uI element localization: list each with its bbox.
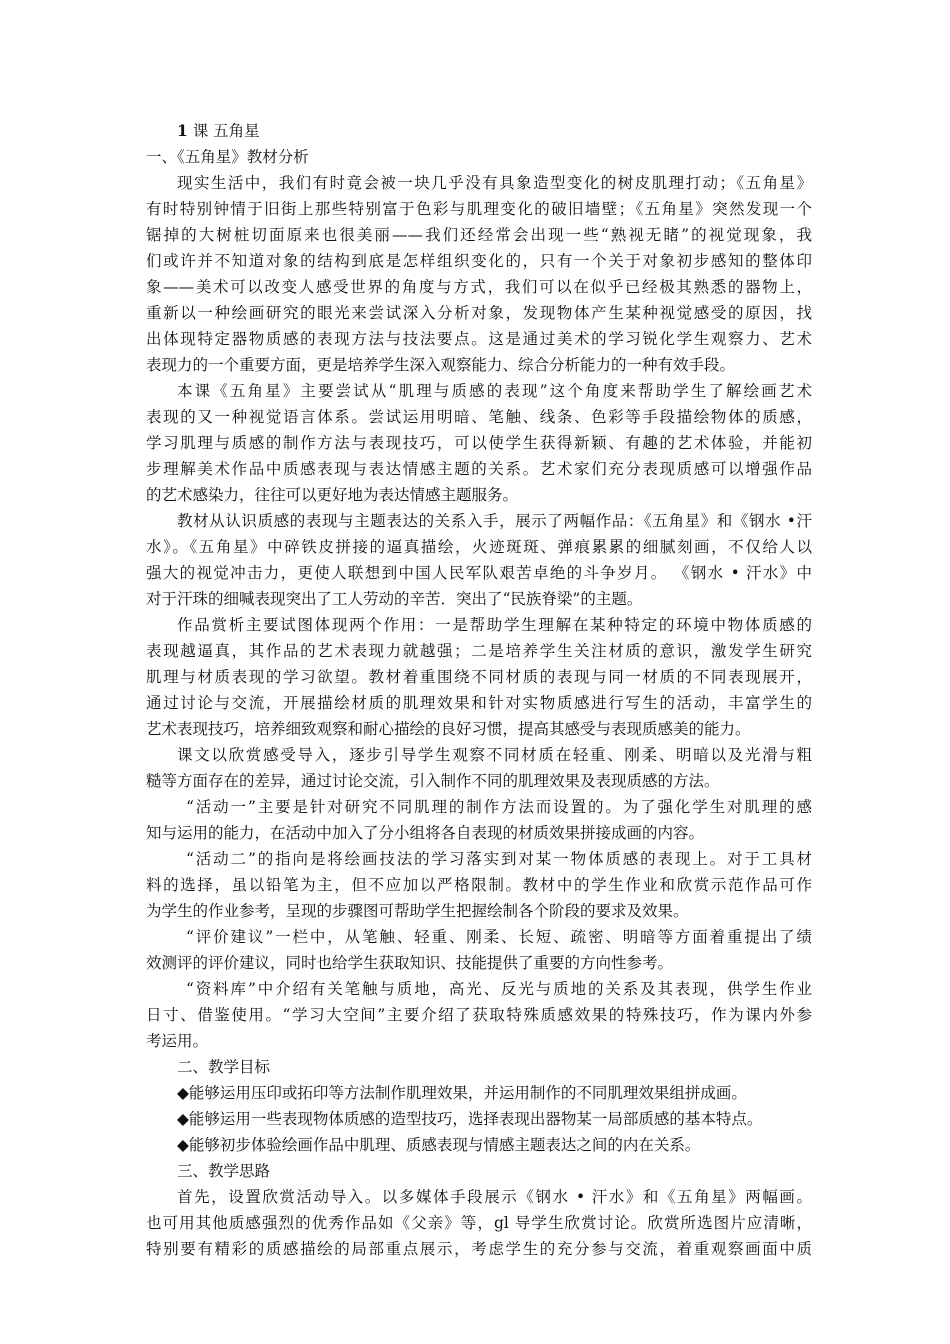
paragraph-line: “活动一”主要是针对研究不同肌理的制作方法而设置的。为了强化学生对肌理的感 (186, 798, 812, 816)
paragraph-line: 考运用。 (146, 1032, 209, 1050)
paragraph-line: 的艺术感染力，往往可以更好地为表达情感主题服务。 (146, 486, 519, 504)
paragraph-line: 有时特别钟情于旧街上那些特别富于色彩与肌理变化的破旧墙壁；《五角星》突然发现一个 (146, 200, 812, 218)
section-heading: 二、教学目标 (177, 1058, 271, 1076)
paragraph-line: 对于汗珠的细喊表现突出了工人劳动的辛苦．突出了“民族脊梁”的主题。 (146, 590, 643, 608)
paragraph-line: 糙等方面存在的差异，通过讨论交流，引入制作不同的肌理效果及表现质感的方法。 (146, 772, 720, 790)
paragraph-line: 日寸、借鉴使用。“学习大空间”主要介绍了获取特殊质感效果的特殊技巧，作为课内外参 (146, 1006, 812, 1024)
paragraph-line: 通过讨论与交流，开展描绘材质的肌理效果和针对实物质感进行写生的活动，丰富学生的 (146, 694, 812, 712)
paragraph-line: 首先，设置欣赏活动导入。以多媒体手段展示《钢水 • 汗水》和《五角星》两幅画。 (177, 1188, 812, 1206)
document-page (146, 118, 812, 1262)
lesson-number: 1 (177, 121, 188, 140)
paragraph-line: 们或许并不知道对象的结构到底是怎样组织变化的，只有一个关于对象初步感知的整体印 (146, 252, 812, 270)
goal-item: ◆能够运用压印或拓印等方法制作肌理效果，并运用制作的不同肌理效果组拼成画。 (177, 1084, 747, 1102)
paragraph-line: 强大的视觉冲击力，更使人联想到中国人民军队艰苦卓绝的斗争岁月。 《钢水 • 汗水》中 (146, 564, 812, 582)
paragraph-line: 象——美术可以改变人感受世界的角度与方式，我们可以在似乎已经极其熟悉的器物上， (146, 278, 812, 296)
paragraph-line: 肌理与材质表现的学习欲望。教材着重围绕不同材质的表现与同一材质的不同表现展开， (146, 668, 812, 686)
paragraph-line: 课文以欣赏感受导入，逐步引导学生观察不同材质在轻重、刚柔、明暗以及光滑与粗 (177, 746, 812, 764)
paragraph-line: 表现越逼真，其作品的艺术表现力就越强；二是培养学生关注材质的意识，激发学生研究 (146, 642, 812, 660)
paragraph-line: 也可用其他质感强烈的优秀作品如《父亲》等，gl 导学生欣赏讨论。欣赏所选图片应清晰， (146, 1214, 812, 1232)
paragraph-line: 水》。《五角星》中碎铁皮拼接的逼真描绘，火迹斑斑、弹痕累累的细腻刻画，不仅给人以 (146, 538, 812, 556)
paragraph-line: 知与运用的能力，在活动中加入了分小组将各自表现的材质效果拼接成画的内容。 (146, 824, 705, 842)
paragraph-line: 出体现特定器物质感的表现方法与技法要点。这是通过美术的学习锐化学生观察力、艺术 (146, 330, 812, 348)
section-heading: 三、教学思路 (177, 1162, 271, 1180)
paragraph-line: 教材从认识质感的表现与主题表达的关系入手，展示了两幅作品：《五角星》和《钢水 •汗 (177, 512, 812, 530)
paragraph-line: 效测评的评价建议，同时也给学生获取知识、技能提供了重要的方向性参考。 (146, 954, 674, 972)
paragraph-line: 特别要有精彩的质感描绘的局部重点展示，考虑学生的充分参与交流，着重观察画面中质 (146, 1240, 812, 1258)
paragraph-line: “资料库”中介绍有关笔触与质地，高光、反光与质地的关系及其表现，供学生作业 (186, 980, 812, 998)
paragraph-line: 为学生的作业参考，呈现的步骤图可帮助学生把握绘制各个阶段的要求及效果。 (146, 902, 689, 920)
paragraph-line: 表现的又一种视觉语言体系。尝试运用明暗、笔触、线条、色彩等手段描绘物体的质感， (146, 408, 812, 426)
paragraph-line: 艺术表现技巧，培养细致观察和耐心描绘的良好习惯，提高其感受与表现质感美的能力。 (146, 720, 751, 738)
lesson-title-text: 课 五角星 (192, 122, 260, 140)
paragraph-line: “评价建议”一栏中，从笔触、轻重、刚柔、长短、疏密、明暗等方面着重提出了绩 (186, 928, 812, 946)
section-heading: 一、《五角星》教材分析 (146, 148, 309, 166)
paragraph-line: 本课《五角星》主要尝试从“肌理与质感的表现”这个角度来帮助学生了解绘画艺术 (177, 382, 812, 400)
paragraph-line: 表现力的一个重要方面，更是培养学生深入观察能力、综合分析能力的一种有效手段。 (146, 356, 736, 374)
goal-item: ◆能够初步体验绘画作品中肌理、质感表现与情感主题表达之间的内在关系。 (177, 1136, 701, 1154)
paragraph-line: 重新以一种绘画研究的眼光来尝试深入分析对象，发现物体产生某种视觉感受的原因，找 (146, 304, 812, 322)
goal-item: ◆能够运用一些表现物体质感的造型技巧，选择表现出器物某一局部质感的基本特点。 (177, 1110, 763, 1128)
paragraph-line: 现实生活中，我们有时竟会被一块几乎没有具象造型变化的树皮肌理打动；《五角星》 (177, 174, 812, 192)
paragraph-line: 锯掉的大树桩切面原来也很美丽——我们还经常会出现一些“熟视无睹”的视觉现象，我 (146, 226, 812, 244)
paragraph-line: 学习肌理与质感的制作方法与表现技巧，可以使学生获得新颖、有趣的艺术体验，并能初 (146, 434, 812, 452)
analysis-paragraphs (146, 170, 812, 1054)
lesson-title (146, 118, 812, 144)
paragraph-line: 作品赏析主要试图体现两个作用：一是帮助学生理解在某种特定的环境中物体质感的 (177, 616, 812, 634)
paragraph-line: 步理解美术作品中质感表现与表达情感主题的关系。艺术家们充分表现质感可以增强作品 (146, 460, 812, 478)
paragraph-line: “活动二”的指向是将绘画技法的学习落实到对某一物体质感的表现上。对于工具材 (186, 850, 812, 868)
paragraph-line: 料的选择，虽以铅笔为主，但不应加以严格限制。教材中的学生作业和欣赏示范作品可作 (146, 876, 812, 894)
